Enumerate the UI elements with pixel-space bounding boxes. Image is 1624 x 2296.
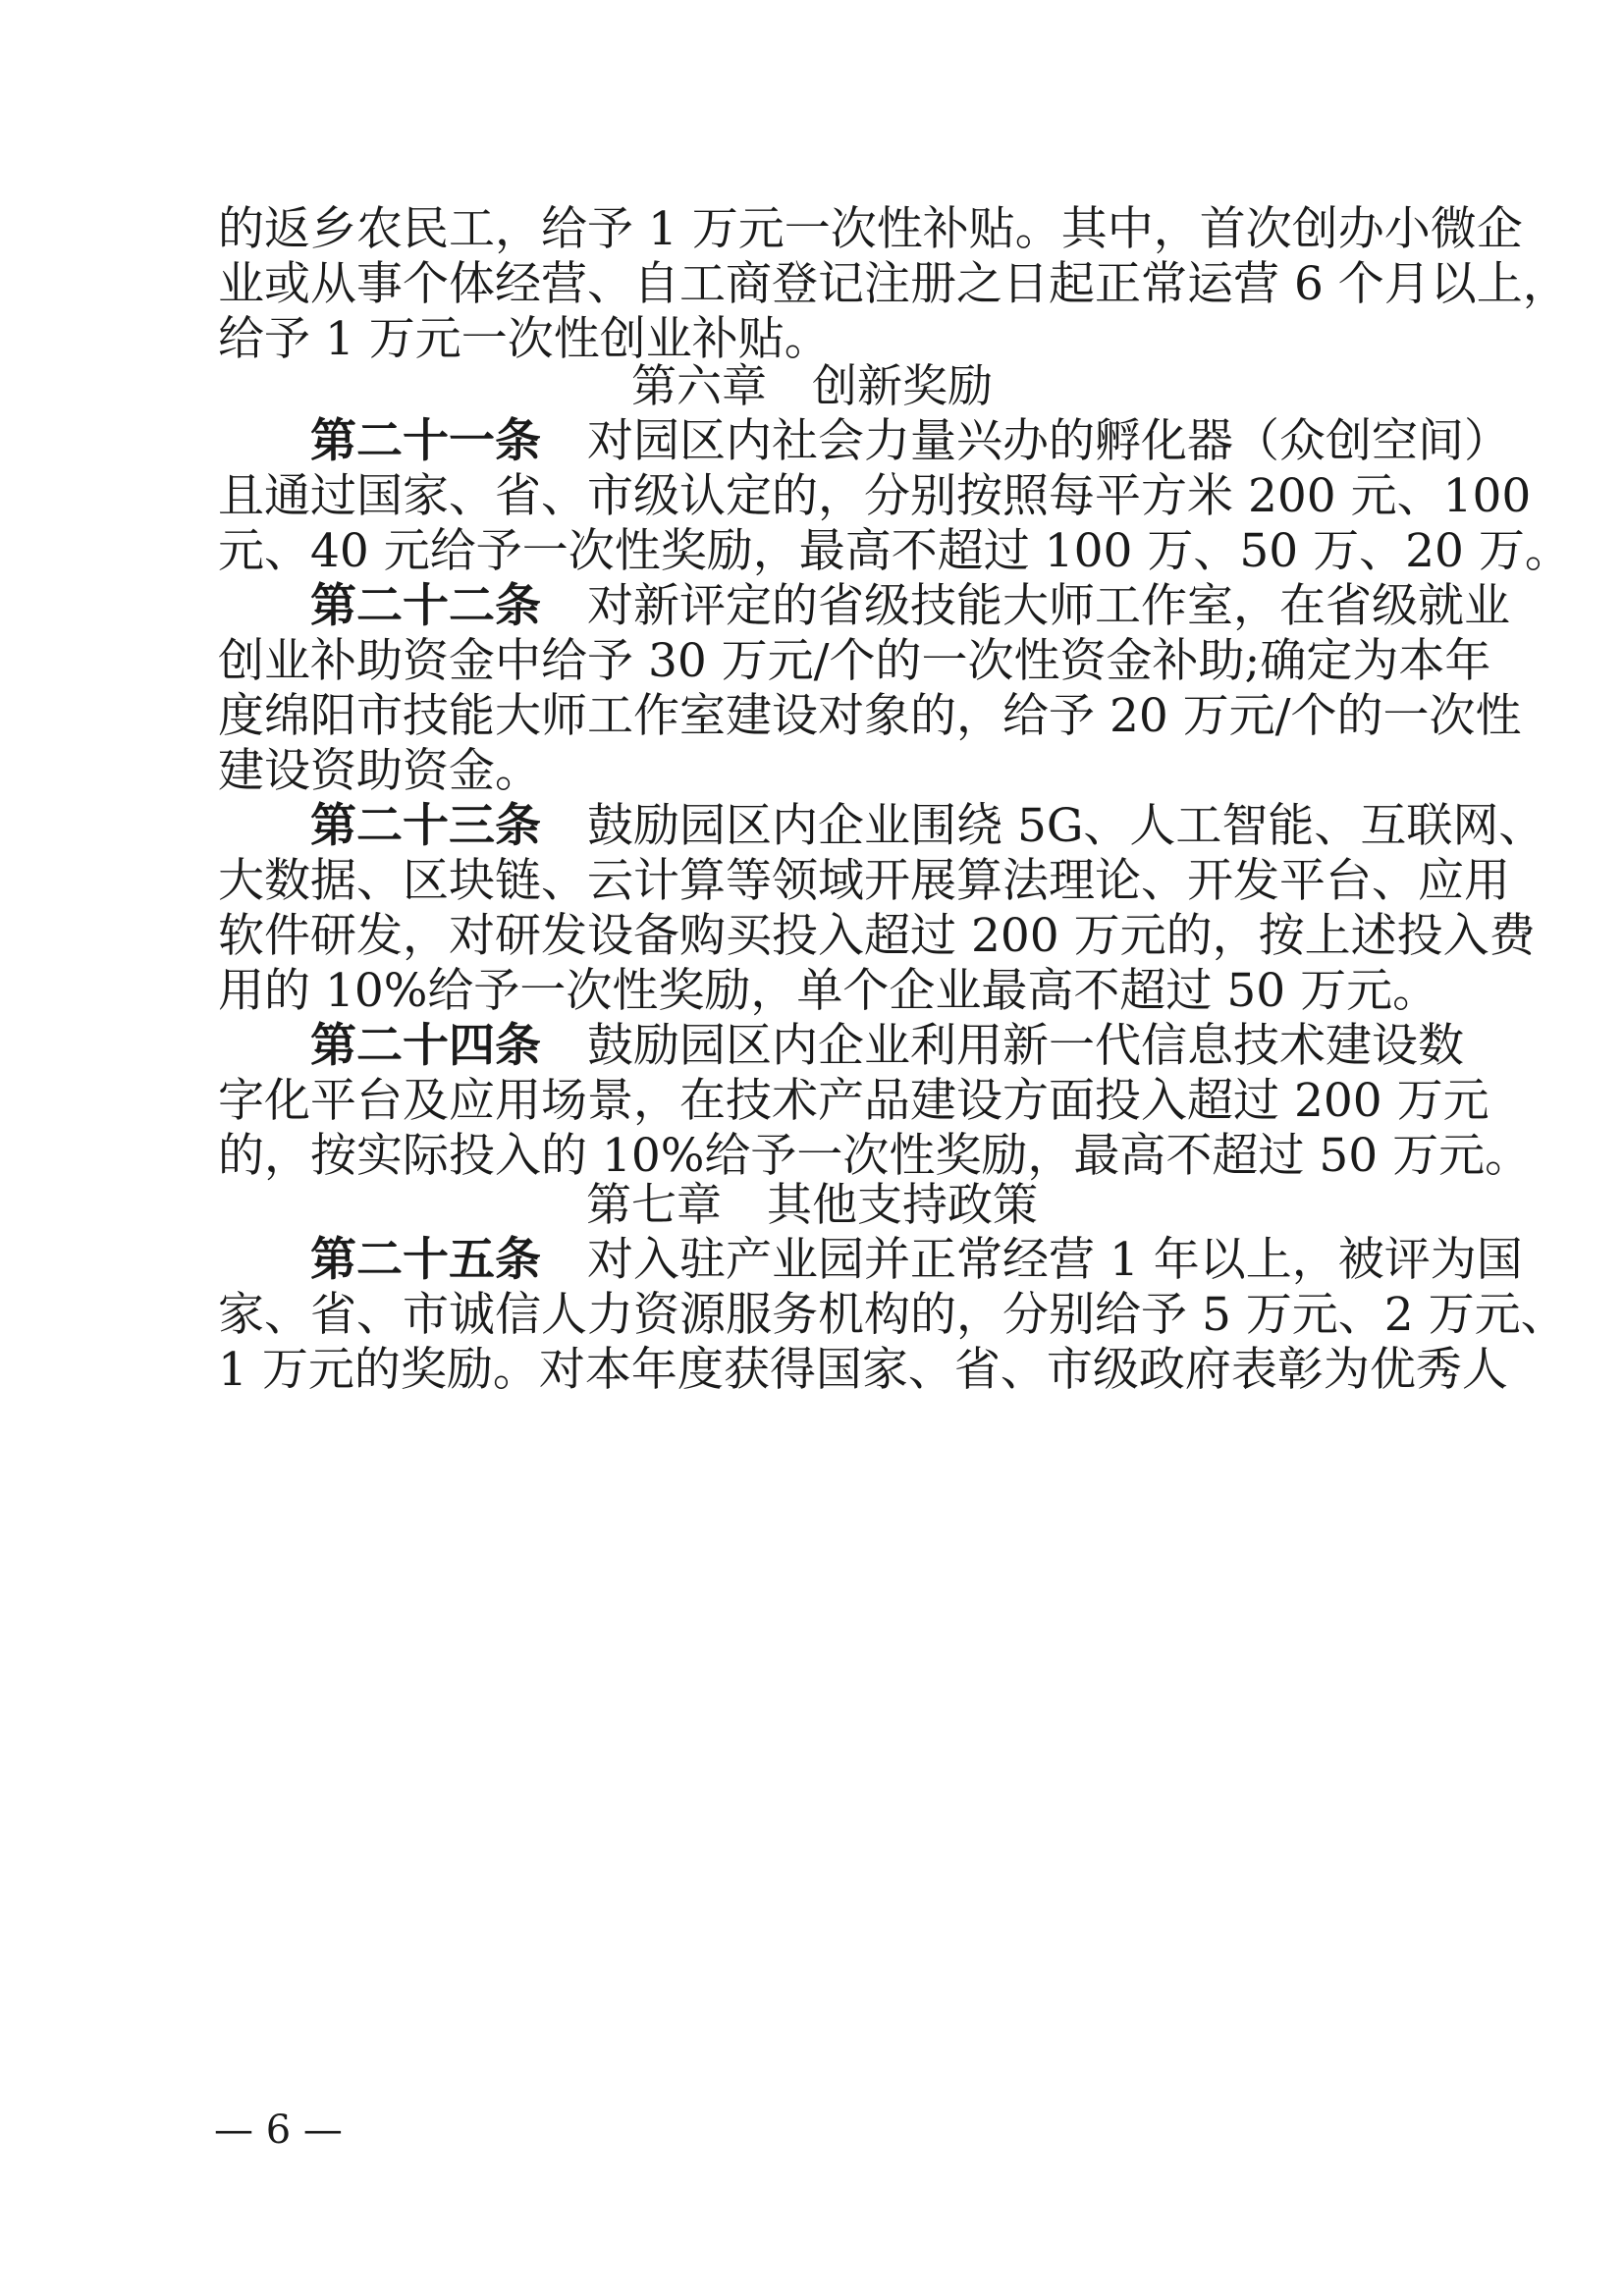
article-label: 第二十三条 xyxy=(310,799,541,853)
page-number: — 6 — xyxy=(214,2108,343,2153)
article-label: 第二十二条 xyxy=(310,579,541,633)
body-line: 业或从事个体经营、自工商登记注册之日起正常运营 6 个月以上， xyxy=(218,257,1569,311)
body-line: 的，按实际投入的 10%给予一次性奖励，最高不超过 50 万元。 xyxy=(218,1129,1532,1183)
chapter-heading: 第六章 创新奖励 xyxy=(631,359,993,412)
article-text: 对入驻产业园并正常经营 1 年以上，被评为国 xyxy=(541,1233,1523,1287)
body-line: 度绵阳市技能大师工作室建设对象的，给予 20 万元/个的一次性 xyxy=(218,689,1522,743)
article-label: 第二十一条 xyxy=(310,414,541,468)
body-line: 软件研发，对研发设备购买投入超过 200 万元的，按上述投入费 xyxy=(218,909,1536,963)
body-line: 且通过国家、省、市级认定的，分别按照每平方米 200 元、100 xyxy=(218,469,1532,523)
body-line: 1 万元的奖励。对本年度获得国家、省、市级政府表彰为优秀人 xyxy=(218,1343,1508,1397)
body-line: 元、40 元给予一次性奖励，最高不超过 100 万、50 万、20 万。 xyxy=(218,524,1571,578)
article-first-line xyxy=(218,1233,1523,1287)
article-first-line xyxy=(218,799,1545,853)
article-label: 第二十四条 xyxy=(310,1019,541,1073)
body-line: 创业补助资金中给予 30 万元/个的一次性资金补助;确定为本年 xyxy=(218,634,1491,688)
article-label: 第二十五条 xyxy=(310,1233,541,1287)
article-text: 对园区内社会力量兴办的孵化器（众创空间） xyxy=(541,414,1510,468)
body-line: 用的 10%给予一次性奖励，单个企业最高不超过 50 万元。 xyxy=(218,964,1439,1018)
chapter-heading: 第七章 其他支持政策 xyxy=(586,1178,1038,1231)
body-line: 家、省、市诚信人力资源服务机构的，分别给予 5 万元、2 万元、 xyxy=(218,1288,1567,1342)
article-first-line xyxy=(218,579,1510,633)
body-line: 字化平台及应用场景，在技术产品建设方面投入超过 200 万元 xyxy=(218,1074,1489,1128)
body-line: 给予 1 万元一次性创业补贴。 xyxy=(218,312,831,366)
article-text: 鼓励园区内企业围绕 5G、人工智能、互联网、 xyxy=(541,799,1545,853)
article-first-line xyxy=(218,1019,1464,1073)
body-line: 大数据、区块链、云计算等领域开展算法理论、开发平台、应用 xyxy=(218,854,1510,908)
body-line: 的返乡农民工，给予 1 万元一次性补贴。其中，首次创办小微企 xyxy=(218,202,1523,256)
article-first-line xyxy=(218,414,1510,468)
body-line: 建设资助资金。 xyxy=(218,744,541,798)
article-text: 鼓励园区内企业利用新一代信息技术建设数 xyxy=(541,1019,1464,1073)
article-text: 对新评定的省级技能大师工作室，在省级就业 xyxy=(541,579,1510,633)
